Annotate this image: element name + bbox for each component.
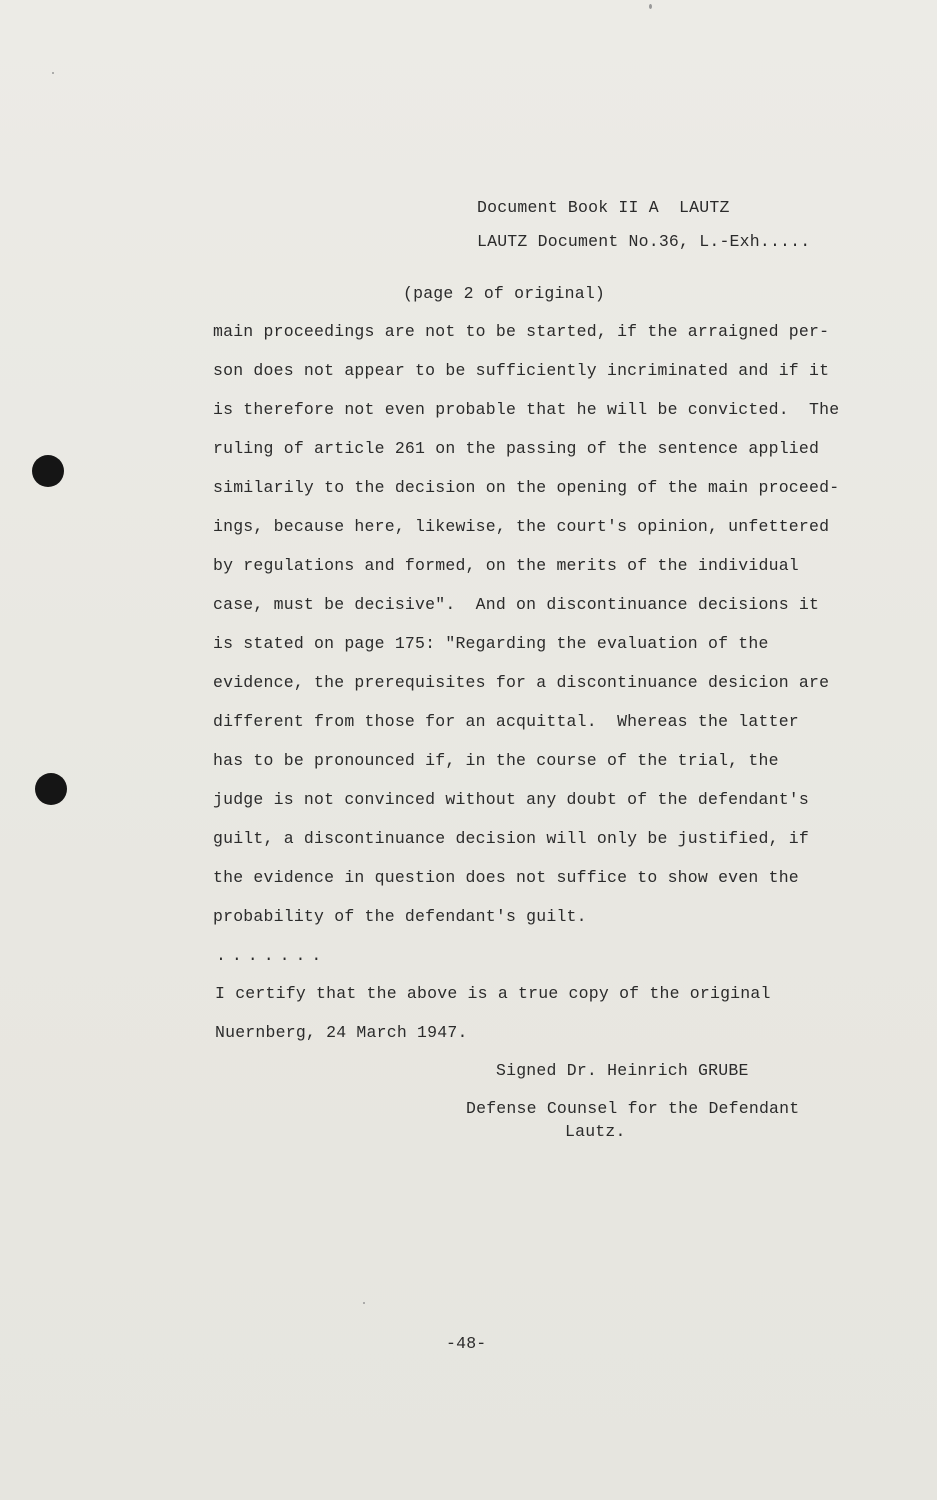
body-line: different from those for an acquittal. Whereas the latter bbox=[213, 712, 799, 731]
body-line: ruling of article 261 on the passing of the sentence applied bbox=[213, 439, 820, 458]
document-book-header: Document Book II A LAUTZ bbox=[477, 198, 730, 217]
body-line: is therefore not even probable that he will be convicted. The bbox=[213, 400, 840, 419]
signatory-title-continued: Lautz. bbox=[565, 1122, 626, 1141]
page-number: -48- bbox=[446, 1334, 487, 1353]
certification-place-date: Nuernberg, 24 March 1947. bbox=[215, 1023, 468, 1042]
body-line: guilt, a discontinuance decision will only be justified, if bbox=[213, 829, 809, 848]
body-text bbox=[213, 322, 839, 946]
body-line: case, must be decisive". And on discontinuance decisions it bbox=[213, 595, 820, 614]
punch-hole-bottom bbox=[35, 773, 67, 805]
body-line: son does not appear to be sufficiently incriminated and if it bbox=[213, 361, 830, 380]
omission-dots: ....... bbox=[216, 946, 328, 965]
body-line: similarily to the decision on the opening of the main proceed- bbox=[213, 478, 840, 497]
body-line: has to be pronounced if, in the course of the trial, the bbox=[213, 751, 779, 770]
body-line: evidence, the prerequisites for a discontinuance desicion are bbox=[213, 673, 830, 692]
punch-hole-top bbox=[32, 455, 64, 487]
body-line: main proceedings are not to be started, if the arraigned per- bbox=[213, 322, 830, 341]
document-number-header: LAUTZ Document No.36, L.-Exh..... bbox=[477, 232, 811, 251]
body-line: is stated on page 175: "Regarding the evaluation of the bbox=[213, 634, 769, 653]
page-of-original-note: (page 2 of original) bbox=[403, 284, 606, 303]
certification-statement: I certify that the above is a true copy of the original bbox=[215, 984, 771, 1003]
body-line: ings, because here, likewise, the court's opinion, unfettered bbox=[213, 517, 830, 536]
body-line: the evidence in question does not suffice to show even the bbox=[213, 868, 799, 887]
body-line: judge is not convinced without any doubt of the defendant's bbox=[213, 790, 809, 809]
body-line: probability of the defendant's guilt. bbox=[213, 907, 587, 926]
signature-line: Signed Dr. Heinrich GRUBE bbox=[496, 1061, 749, 1080]
signatory-title: Defense Counsel for the Defendant bbox=[466, 1099, 800, 1118]
body-line: by regulations and formed, on the merits of the individual bbox=[213, 556, 799, 575]
